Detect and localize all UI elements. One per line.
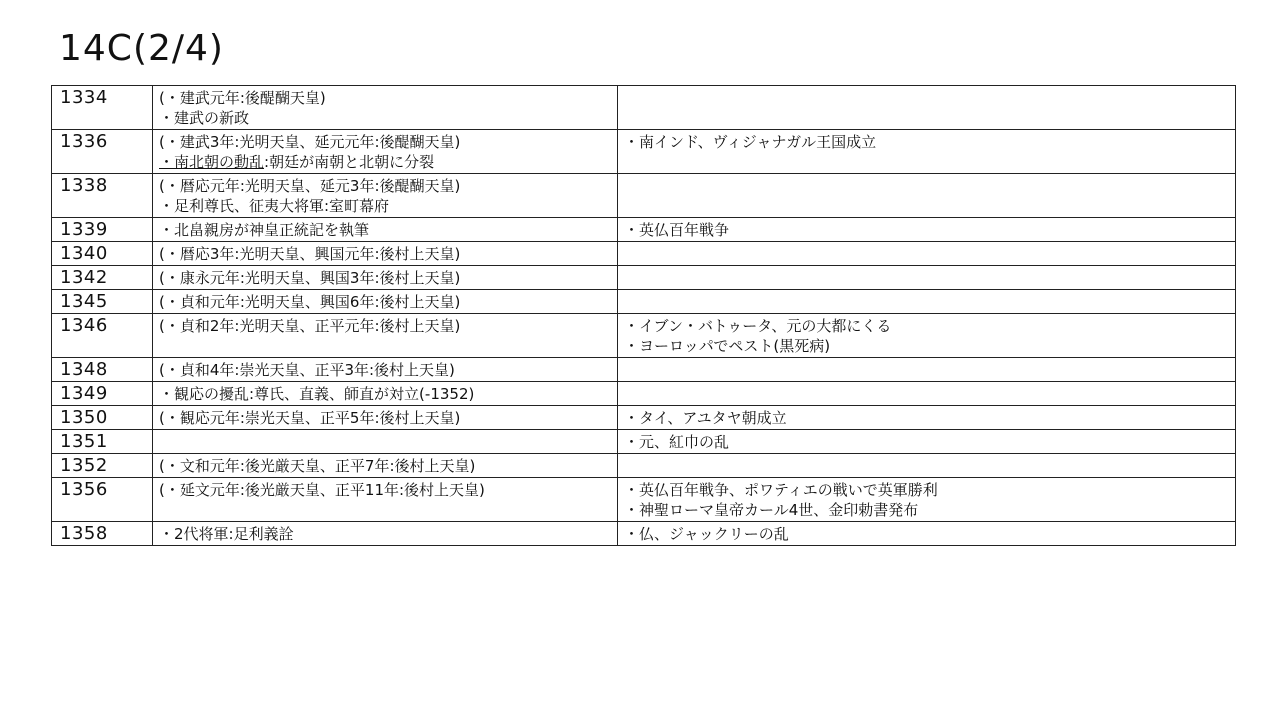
year-cell: 1340 bbox=[52, 242, 153, 266]
year-cell: 1349 bbox=[52, 382, 153, 406]
table-row bbox=[52, 266, 1236, 290]
japan-events-cell bbox=[153, 382, 618, 406]
table-row bbox=[52, 86, 1236, 130]
year-cell: 1339 bbox=[52, 218, 153, 242]
timeline-body bbox=[52, 86, 1236, 546]
year-cell: 1358 bbox=[52, 522, 153, 546]
year-cell: 1342 bbox=[52, 266, 153, 290]
world-event-line: ・ヨーロッパでペスト(黒死病) bbox=[624, 337, 831, 355]
world-event-line: ・英仏百年戦争 bbox=[624, 221, 730, 239]
japan-event-line: (・延文元年:後光厳天皇、正平11年:後村上天皇) bbox=[159, 481, 485, 499]
world-event-line: ・神聖ローマ皇帝カール4世、金印勅書発布 bbox=[624, 501, 919, 519]
japan-events-cell bbox=[153, 358, 618, 382]
japan-event-line: (・暦応元年:光明天皇、延元3年:後醍醐天皇) bbox=[159, 177, 461, 195]
japan-events-cell bbox=[153, 86, 618, 130]
year-cell: 1348 bbox=[52, 358, 153, 382]
world-events-cell bbox=[618, 358, 1236, 382]
japan-events-cell bbox=[153, 454, 618, 478]
year-cell: 1338 bbox=[52, 174, 153, 218]
japan-events-cell bbox=[153, 242, 618, 266]
world-events-cell bbox=[618, 406, 1236, 430]
year-cell: 1351 bbox=[52, 430, 153, 454]
table-row bbox=[52, 130, 1236, 174]
japan-events-cell bbox=[153, 290, 618, 314]
japan-event-line: ・観応の擾乱:尊氏、直義、師直が対立(-1352) bbox=[159, 385, 475, 403]
year-cell: 1352 bbox=[52, 454, 153, 478]
japan-events-cell bbox=[153, 430, 618, 454]
page-title: 14C(2/4) bbox=[59, 28, 224, 69]
world-event-line: ・元、紅巾の乱 bbox=[624, 433, 730, 451]
japan-event-line: (・貞和4年:崇光天皇、正平3年:後村上天皇) bbox=[159, 361, 455, 379]
japan-events-cell bbox=[153, 314, 618, 358]
table-row bbox=[52, 454, 1236, 478]
world-events-cell bbox=[618, 218, 1236, 242]
japan-event-line: ・北畠親房が神皇正統記を執筆 bbox=[159, 221, 370, 239]
world-events-cell bbox=[618, 174, 1236, 218]
japan-event-line: ・2代将軍:足利義詮 bbox=[159, 525, 294, 543]
world-event-line: ・英仏百年戦争、ポワティエの戦いで英軍勝利 bbox=[624, 481, 938, 499]
japan-event-line: (・観応元年:崇光天皇、正平5年:後村上天皇) bbox=[159, 409, 461, 427]
world-events-cell bbox=[618, 242, 1236, 266]
table-row bbox=[52, 314, 1236, 358]
world-events-cell bbox=[618, 290, 1236, 314]
timeline-table bbox=[51, 85, 1236, 546]
world-event-line: ・南インド、ヴィジャナガル王国成立 bbox=[624, 133, 877, 151]
world-events-cell bbox=[618, 86, 1236, 130]
world-event-line: ・仏、ジャックリーの乱 bbox=[624, 525, 789, 543]
japan-events-cell bbox=[153, 218, 618, 242]
world-events-cell bbox=[618, 522, 1236, 546]
japan-events-cell bbox=[153, 478, 618, 522]
table-row bbox=[52, 406, 1236, 430]
japan-event-line: (・文和元年:後光厳天皇、正平7年:後村上天皇) bbox=[159, 457, 476, 475]
world-events-cell bbox=[618, 454, 1236, 478]
table-row bbox=[52, 174, 1236, 218]
event-description: :朝廷が南朝と北朝に分裂 bbox=[264, 153, 435, 171]
table-row bbox=[52, 522, 1236, 546]
table-row bbox=[52, 358, 1236, 382]
world-event-line: ・タイ、アユタヤ朝成立 bbox=[624, 409, 787, 427]
world-events-cell bbox=[618, 130, 1236, 174]
japan-event-line: (・建武元年:後醍醐天皇) bbox=[159, 89, 326, 107]
japan-events-cell bbox=[153, 130, 618, 174]
year-cell: 1334 bbox=[52, 86, 153, 130]
year-cell: 1356 bbox=[52, 478, 153, 522]
japan-event-line: ・足利尊氏、征夷大将軍:室町幕府 bbox=[159, 197, 390, 215]
japan-event-line: (・康永元年:光明天皇、興国3年:後村上天皇) bbox=[159, 269, 461, 287]
year-cell: 1346 bbox=[52, 314, 153, 358]
japan-events-cell bbox=[153, 522, 618, 546]
japan-event-line: ・建武の新政 bbox=[159, 109, 250, 127]
japan-event-line bbox=[159, 152, 611, 172]
world-event-line: ・イブン・バトゥータ、元の大都にくる bbox=[624, 317, 892, 335]
japan-events-cell bbox=[153, 406, 618, 430]
world-events-cell bbox=[618, 266, 1236, 290]
japan-event-line: (・貞和元年:光明天皇、興国6年:後村上天皇) bbox=[159, 293, 461, 311]
table-row bbox=[52, 430, 1236, 454]
world-events-cell bbox=[618, 430, 1236, 454]
japan-event-line: (・貞和2年:光明天皇、正平元年:後村上天皇) bbox=[159, 317, 461, 335]
event-term: ・南北朝の動乱 bbox=[159, 153, 265, 171]
world-events-cell bbox=[618, 478, 1236, 522]
year-cell: 1336 bbox=[52, 130, 153, 174]
japan-events-cell bbox=[153, 266, 618, 290]
table-row bbox=[52, 382, 1236, 406]
table-row bbox=[52, 290, 1236, 314]
table-row bbox=[52, 242, 1236, 266]
year-cell: 1350 bbox=[52, 406, 153, 430]
table-row bbox=[52, 478, 1236, 522]
japan-event-line: (・暦応3年:光明天皇、興国元年:後村上天皇) bbox=[159, 245, 461, 263]
year-cell: 1345 bbox=[52, 290, 153, 314]
world-events-cell bbox=[618, 382, 1236, 406]
japan-events-cell bbox=[153, 174, 618, 218]
table-row bbox=[52, 218, 1236, 242]
world-events-cell bbox=[618, 314, 1236, 358]
japan-event-line: (・建武3年:光明天皇、延元元年:後醍醐天皇) bbox=[159, 133, 461, 151]
